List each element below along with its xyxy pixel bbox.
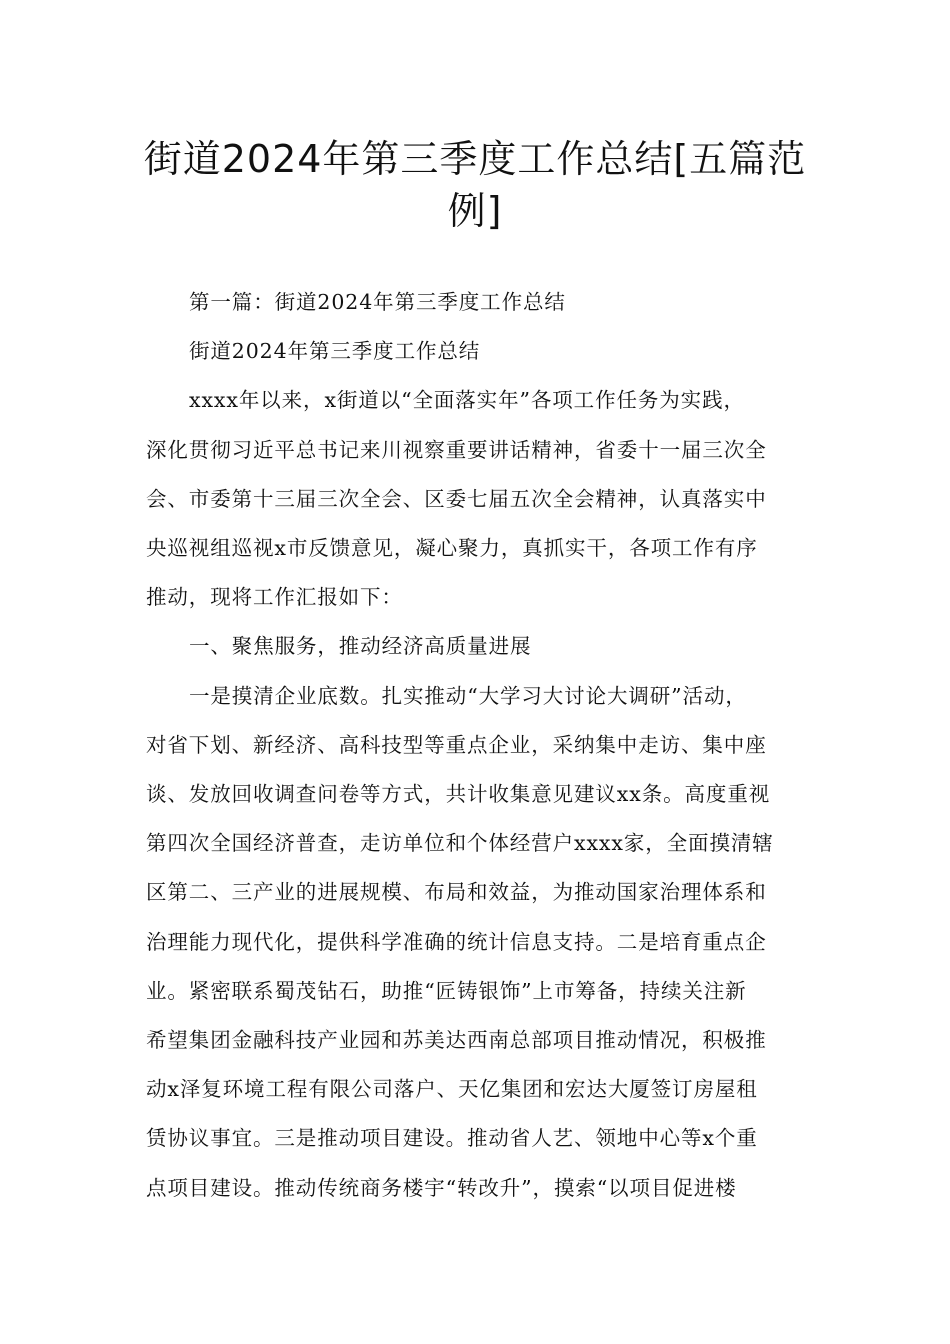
- body-line: 会、市委第十三届三次全会、区委七届五次全会精神，认真落实中: [146, 487, 767, 511]
- body-line: 第四次全国经济普查，走访单位和个体经营户xxxx家，全面摸清辖: [146, 831, 774, 855]
- body-line: 谈、发放回收调查问卷等方式，共计收集意见建议xx条。高度重视: [146, 782, 771, 806]
- body-line: 对省下划、新经济、高科技型等重点企业，采纳集中走访、集中座: [146, 733, 767, 757]
- body-line: 推动，现将工作汇报如下：: [146, 585, 403, 609]
- body-line: 街道2024年第三季度工作总结: [189, 339, 481, 363]
- body-line: 一、聚焦服务，推动经济高质量进展: [189, 634, 532, 658]
- body-line: 业。紧密联系蜀茂钻石，助推“匠铸银饰”上市筹备，持续关注新: [146, 979, 747, 1003]
- body-line: xxxx年以来，x街道以“全面落实年”各项工作任务为实践，: [189, 388, 745, 412]
- body-line: 希望集团金融科技产业园和苏美达西南总部项目推动情况，积极推: [146, 1028, 767, 1052]
- body-line: 治理能力现代化，提供科学准确的统计信息支持。二是培育重点企: [146, 930, 767, 954]
- document-title-line-2: 例]: [447, 189, 503, 233]
- document-title-line-1: 街道2024年第三季度工作总结[五篇范: [143, 137, 807, 181]
- body-line: 央巡视组巡视x市反馈意见，凝心聚力，真抓实干，各项工作有序: [146, 536, 758, 560]
- body-line: 一是摸清企业底数。扎实推动“大学习大讨论大调研”活动，: [189, 684, 747, 708]
- body-line: 第一篇：街道2024年第三季度工作总结: [189, 290, 566, 314]
- body-line: 点项目建设。推动传统商务楼宇“转改升”，摸索“以项目促进楼: [146, 1176, 737, 1200]
- body-line: 赁协议事宜。三是推动项目建设。推动省人艺、领地中心等x个重: [146, 1126, 758, 1150]
- body-line: 深化贯彻习近平总书记来川视察重要讲话精神，省委十一届三次全: [146, 438, 767, 462]
- body-line: 动x泽复环境工程有限公司落户、天亿集团和宏达大厦签订房屋租: [146, 1077, 758, 1101]
- body-line: 区第二、三产业的进展规模、布局和效益，为推动国家治理体系和: [146, 880, 767, 904]
